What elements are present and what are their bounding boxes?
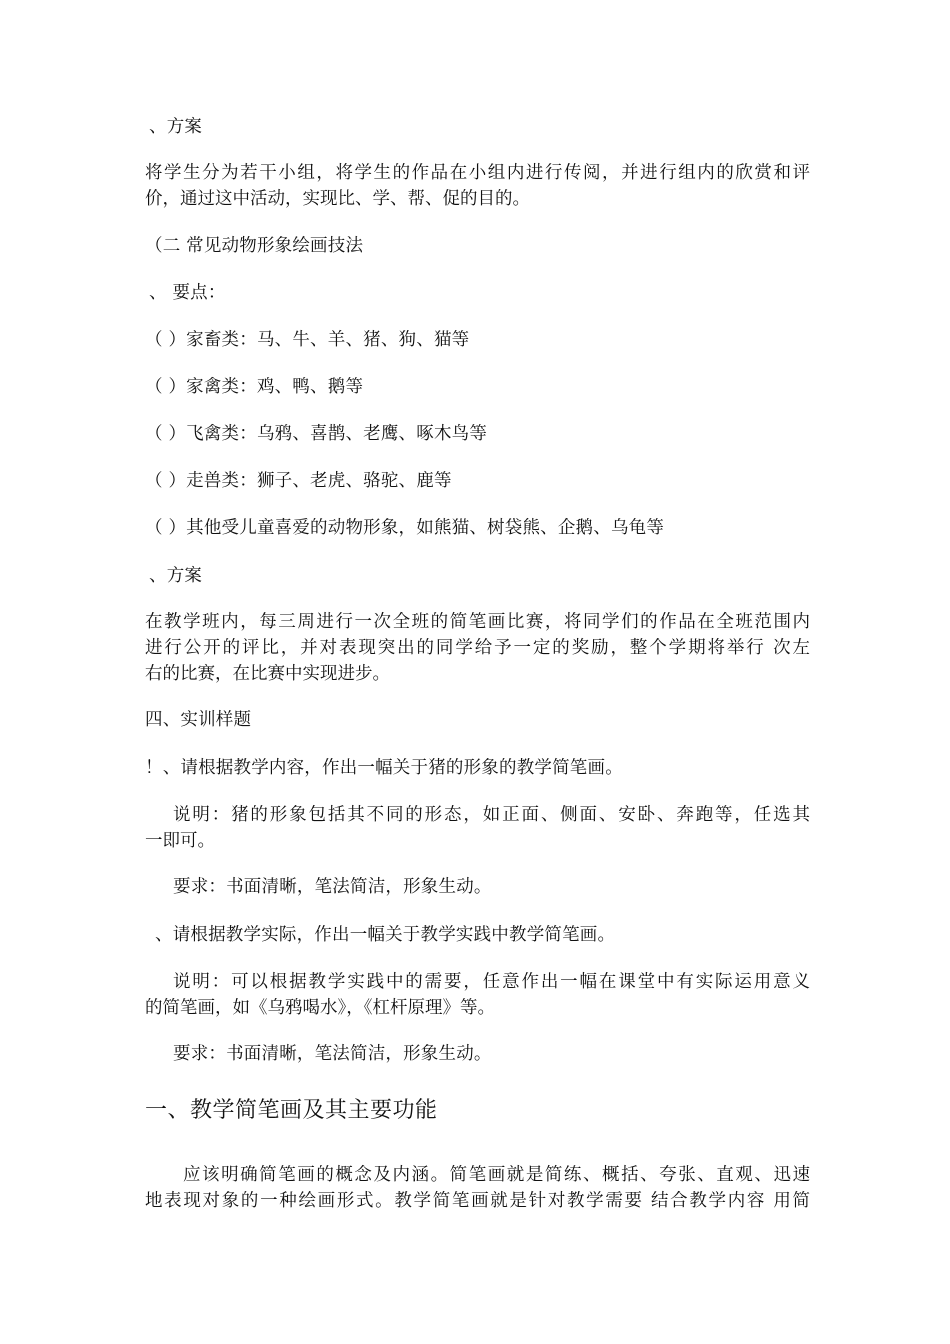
section-four-title: 四、实训样题 bbox=[145, 710, 252, 730]
point-item-4: （ ）走兽类：狮子、老虎、骆驼、鹿等 bbox=[145, 471, 452, 491]
plan-2-body bbox=[145, 609, 810, 687]
plan-1-body-line-2: 价，通过这中活动，实现比、学、帮、促的目的。 bbox=[145, 189, 530, 209]
chapter-one-heading: 一、教学简笔画及其主要功能 bbox=[145, 1098, 438, 1123]
chapter-one-body-line-2: 地表现对象的一种绘画形式。教学简笔画就是针对教学需要 结合教学内容 用简 bbox=[145, 1191, 810, 1211]
point-item-5: （ ）其他受儿童喜爱的动物形象，如熊猫、树袋熊、企鹅、乌龟等 bbox=[145, 518, 665, 538]
plan-2-body-line-2: 进行公开的评比，并对表现突出的同学给予一定的奖励，整个学期将举行 次左 bbox=[145, 638, 810, 658]
point-item-3: （ ）飞禽类：乌鸦、喜鹊、老鹰、啄木鸟等 bbox=[145, 424, 488, 444]
point-item-1: （ ）家畜类：马、牛、羊、猪、狗、猫等 bbox=[145, 330, 470, 350]
point-item-2: （ ）家禽类：鸡、鸭、鹅等 bbox=[145, 377, 364, 397]
chapter-one-body-line-1: 应该明确简笔画的概念及内涵。简笔画就是简练、概括、夸张、直观、迅速 bbox=[183, 1165, 810, 1185]
plan-1-body-line-1: 将学生分为若干小组，将学生的作品在小组内进行传阅，并进行组内的欣赏和评 bbox=[145, 163, 810, 183]
q1-prompt: ！、请根据教学内容，作出一幅关于猪的形象的教学简笔画。 bbox=[145, 758, 623, 778]
q1-note bbox=[145, 802, 810, 854]
q2-requirement: 要求：书面清晰，笔法简洁，形象生动。 bbox=[173, 1044, 492, 1064]
plan-1-body bbox=[145, 160, 810, 212]
plan-2-title: 、方案 bbox=[149, 566, 203, 586]
plan-2-body-line-3: 右的比赛，在比赛中实现进步。 bbox=[145, 664, 390, 684]
plan-1-title: 、方案 bbox=[149, 117, 203, 137]
q2-note bbox=[145, 969, 810, 1021]
plan-2-body-line-1: 在教学班内，每三周进行一次全班的简笔画比赛，将同学们的作品在全班范围内 bbox=[145, 612, 810, 632]
points-label: 、 要点： bbox=[149, 283, 226, 303]
q1-requirement: 要求：书面清晰，笔法简洁，形象生动。 bbox=[173, 877, 492, 897]
q2-note-line-1: 说明：可以根据教学实践中的需要，任意作出一幅在课堂中有实际运用意义 bbox=[173, 972, 810, 992]
section-two-title: （二 常见动物形象绘画技法 bbox=[145, 236, 364, 256]
q1-note-line-2: 一即可。 bbox=[145, 831, 215, 851]
q2-note-line-2: 的简笔画，如《乌鸦喝水》，《杠杆原理》等。 bbox=[145, 998, 495, 1018]
q1-note-line-1: 说明：猪的形象包括其不同的形态，如正面、侧面、安卧、奔跑等，任选其 bbox=[173, 805, 810, 825]
q2-prompt: 、请根据教学实际，作出一幅关于教学实践中教学简笔画。 bbox=[155, 925, 616, 945]
chapter-one-body bbox=[145, 1162, 810, 1214]
